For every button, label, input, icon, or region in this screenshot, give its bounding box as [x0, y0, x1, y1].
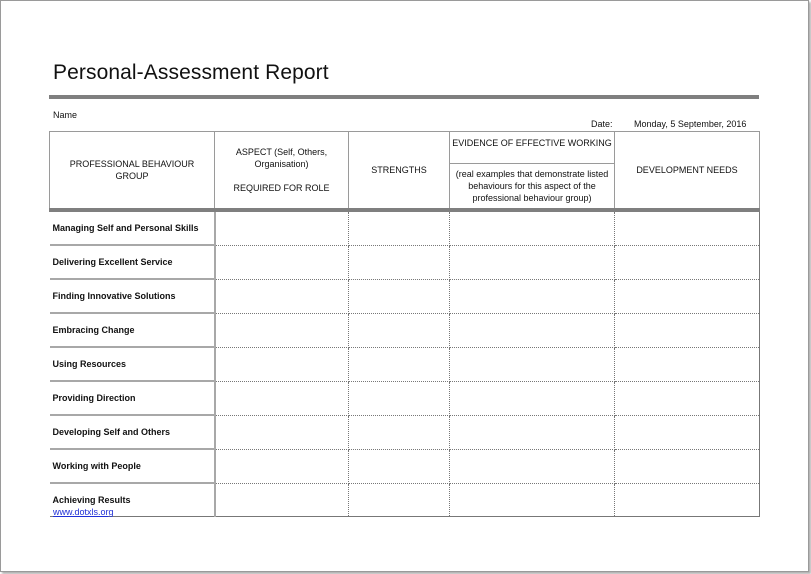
assessment-table	[49, 131, 760, 517]
header-aspect-bottom: REQUIRED FOR ROLE	[233, 183, 330, 193]
evidence-cell[interactable]	[450, 483, 615, 517]
date-label: Date:	[591, 119, 613, 129]
row-label: Delivering Excellent Service	[50, 245, 215, 279]
footer-link[interactable]: www.dotxls.org	[53, 507, 114, 517]
header-evidence-bottom: (real examples that demonstrate listed behaviours for this aspect of the professional behaviour group)	[455, 169, 609, 203]
strengths-cell[interactable]	[349, 483, 450, 517]
evidence-cell[interactable]	[450, 381, 615, 415]
table-row	[50, 449, 760, 483]
table-row	[50, 415, 760, 449]
header-strengths: STRENGTHS	[349, 132, 450, 211]
header-evidence	[450, 132, 615, 211]
evidence-cell[interactable]	[450, 279, 615, 313]
aspect-cell[interactable]	[215, 210, 349, 245]
strengths-cell[interactable]	[349, 381, 450, 415]
row-label: Developing Self and Others	[50, 415, 215, 449]
development-cell[interactable]	[615, 415, 760, 449]
table-row	[50, 279, 760, 313]
table-row	[50, 347, 760, 381]
evidence-cell[interactable]	[450, 415, 615, 449]
aspect-cell[interactable]	[215, 279, 349, 313]
strengths-cell[interactable]	[349, 279, 450, 313]
evidence-cell[interactable]	[450, 313, 615, 347]
aspect-cell[interactable]	[215, 245, 349, 279]
aspect-cell[interactable]	[215, 313, 349, 347]
development-cell[interactable]	[615, 313, 760, 347]
development-cell[interactable]	[615, 347, 760, 381]
header-aspect	[215, 132, 349, 211]
strengths-cell[interactable]	[349, 313, 450, 347]
development-cell[interactable]	[615, 381, 760, 415]
table-row	[50, 483, 760, 517]
development-cell[interactable]	[615, 449, 760, 483]
aspect-cell[interactable]	[215, 347, 349, 381]
row-label: Achieving Results	[50, 483, 215, 517]
table-row	[50, 245, 760, 279]
table-row	[50, 381, 760, 415]
row-label: Using Resources	[50, 347, 215, 381]
development-cell[interactable]	[615, 245, 760, 279]
title-divider	[49, 95, 759, 99]
date-value[interactable]: Monday, 5 September, 2016	[634, 119, 747, 129]
header-behaviour-group: PROFESSIONAL BEHAVIOUR GROUP	[50, 132, 215, 211]
row-label: Managing Self and Personal Skills	[50, 210, 215, 245]
development-cell[interactable]	[615, 279, 760, 313]
header-evidence-top: EVIDENCE OF EFFECTIVE WORKING	[450, 136, 614, 164]
aspect-cell[interactable]	[215, 415, 349, 449]
strengths-cell[interactable]	[349, 415, 450, 449]
strengths-cell[interactable]	[349, 210, 450, 245]
row-label: Finding Innovative Solutions	[50, 279, 215, 313]
evidence-cell[interactable]	[450, 449, 615, 483]
aspect-cell[interactable]	[215, 381, 349, 415]
header-row	[50, 132, 760, 211]
aspect-cell[interactable]	[215, 449, 349, 483]
page-title: Personal-Assessment Report	[53, 61, 329, 84]
row-label: Embracing Change	[50, 313, 215, 347]
strengths-cell[interactable]	[349, 449, 450, 483]
header-aspect-top: ASPECT (Self, Others, Organisation)	[235, 147, 328, 169]
development-cell[interactable]	[615, 483, 760, 517]
development-cell[interactable]	[615, 210, 760, 245]
header-development-needs: DEVELOPMENT NEEDS	[615, 132, 760, 211]
table-body	[50, 210, 760, 517]
row-label: Working with People	[50, 449, 215, 483]
strengths-cell[interactable]	[349, 245, 450, 279]
row-label: Providing Direction	[50, 381, 215, 415]
table-row	[50, 210, 760, 245]
table-row	[50, 313, 760, 347]
evidence-cell[interactable]	[450, 347, 615, 381]
strengths-cell[interactable]	[349, 347, 450, 381]
evidence-cell[interactable]	[450, 210, 615, 245]
aspect-cell[interactable]	[215, 483, 349, 517]
evidence-cell[interactable]	[450, 245, 615, 279]
name-label: Name	[53, 110, 78, 120]
